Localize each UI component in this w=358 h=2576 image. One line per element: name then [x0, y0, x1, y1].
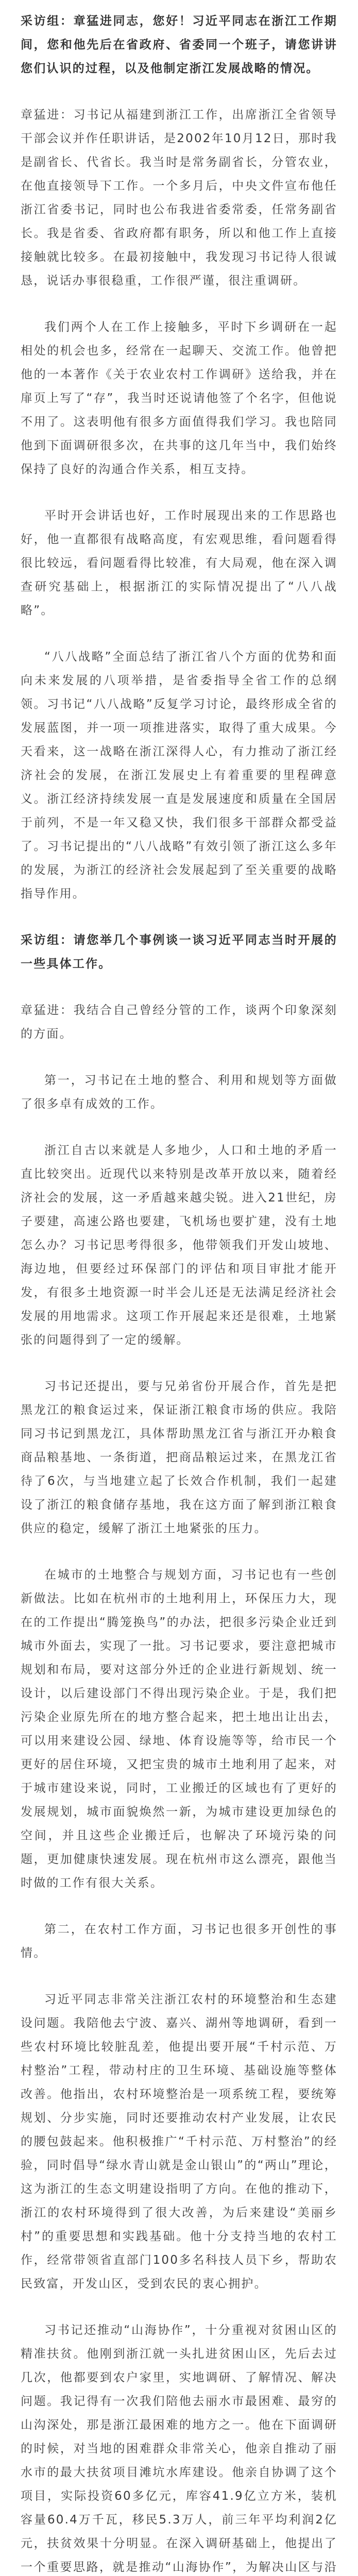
- answer-paragraph: 在城市的土地整合与规划方面，习书记也有一些创新做法。比如在杭州市的土地利用上，环保压力大，现在的工作提出“腾笼换鸟”的办法，把很多污染企业迁到城市外面去，实现了一批。习书记要求，要注意把城市规划和布局，要对这部分外迁的企业进行新规划、统一设计，以后建设部门不得出现污染企业。于是，我们把污染企业原先所在的地方整合起来，把土地出让出去，可以用来建设公园、绿地、体育设施等等，给市民一个更好的居住环境，又把宝贵的城市土地利用了起来，对于城市建设来说，同时，工业搬迁的区域也有了更好的发展规划，城市面貌焕然一新，为城市建设更加绿色的空间，并且这些企业搬迁后，也解决了环境污染的问题，更加健康快速发展。现在杭州市这么漂亮，跟他当时做的工作有很大关系。: [21, 1568, 337, 1890]
- interview-question: 采访组：章猛进同志，您好！习近平同志在浙江工作期间，您和他先后在省政府、省委同一个班子，请您讲讲您们认识的过程，以及他制定浙江发展战略的情况。: [21, 14, 337, 75]
- answer-paragraph: 平时开会讲话也好，工作时展现出来的工作思路也好，他一直都很有战略高度，有宏观思维，看问题看得很比较远，看问题看得比较准，有大局观，他在深入调查研究基础上，根据浙江的实际情况提出了“八八战略”。: [21, 509, 337, 617]
- interview-answer: 章猛进：我结合自己曾经分管的工作，谈两个印象深刻的方面。: [21, 1004, 337, 1041]
- answer-paragraph: 习近平同志非常关注浙江农村的环境整治和生态建设问题。我陪他去宁波、嘉兴、湖州等地调研，看到一些农村环境比较脏乱差，他提出要开展“千村示范、万村整治”工程，带动村庄的卫生环境、基础设施等整体改善。他指出，农村环境整治是一项系统工程，要统筹规划、分步实施，同时还要推动农村产业发展，让农民的腰包鼓起来。他积极推广“千村示范、万村整治”的经验，同时倡导“绿水青山就是金山银山”的“两山”理论，这为浙江的生态文明建设指明了方向。在他的推动下，浙江的农村环境得到了很大改善，为后来建设“美丽乡村”的重要思想和实践基础。他十分支持当地的农村工作，经常带领省直部门100多名科技人员下乡，帮助农民致富，开发山区，受到农民的衷心拥护。: [21, 1993, 337, 2291]
- answer-paragraph: 我们两个人在工作上接触多，平时下乡调研在一起相处的机会也多，经常在一起聊天、交流工作。他曾把他的一本著作《关于农业农村工作调研》送给我，并在扉页上写了“存”，我当时还说请他签了个名字，但他说不用了。这表明他有很多方面值得我们学习。我也陪同他到下面调研很多次，在共事的这几年当中，我们始终保持了良好的沟通合作关系，相互支持。: [21, 320, 337, 476]
- interview-question: 采访组：请您举几个事例谈一谈习近平同志当时开展的一些具体工作。: [21, 934, 337, 971]
- answer-paragraph: 第二，在农村工作方面，习书记也很多开创性的事情。: [21, 1923, 337, 1960]
- answer-paragraph: 习书记还提出，要与兄弟省份开展合作，首先是把黑龙江的粮食运过来，保证浙江粮食市场的供应。我陪同习书记到黑龙江，具体帮助黑龙江省与浙江开办粮食商品粮基地、一条街道，把商品粮运过来，在黑龙江省待了6次，与当地建立起了长效合作机制，我们一起建设了浙江的粮食储存基地，我在这方面了解到浙江粮食供应的稳定，缓解了浙江土地紧张的压力。: [21, 1380, 337, 1535]
- interview-answer: 章猛进：习书记从福建到浙江工作，出席浙江全省领导干部会议并作任职讲话，是2002年10月12日，那时我是副省长、代省长。我当时是常务副省长，分管农业，在他直接领导下工作。一个多月后，中央文件宣布他任浙江省委书记，同时也公布我进省委常委，任常务副省长。我是省委、省政府都有职务，所以和他工作上直接接触就比较多。在最初接触中，我发现习书记待人很诚恳，说话办事很稳重，工作很严谨，很注重调研。: [21, 108, 337, 287]
- answer-paragraph: 习书记还推动“山海协作”，十分重视对贫困山区的精准扶贫。他刚到浙江就一头扎进贫困山区，先后去过几次，他都要到农户家里，实地调研、了解情况、解决问题。我记得有一次我们陪他去丽水市最困难、最穷的山沟深处，那是浙江最困难的地方之一。他在下面调研的时候，对当地的困难群众非常关心，他亲自推动了丽水市的最大扶贫项目滩坑水库建设。他亲自协调了这个项目，实际投资60多亿元，库容41.9亿立方米，装机容量60.4万千瓦，移民5.3万人，前三年平均利润2亿元，扶贫效果十分明显。在深入调研基础上，他提出了一个重要思路，就是推动“山海协作”，为解决山区与沿: [21, 2324, 337, 2574]
- answer-paragraph: 第一，习书记在土地的整合、利用和规划等方面做了很多卓有成效的工作。: [21, 1074, 337, 1111]
- answer-paragraph: “八八战略”全面总结了浙江省八个方面的优势和面向未来发展的八项举措，是省委指导全省工作的总纲领。习书记“八八战略”反复学习讨论，最终形成全省的发展蓝图，并一项一项推进落实，取得了重大成果。今天看来，这一战略在浙江深得人心，有力推动了浙江经济社会的发展，在浙江发展史上有着重要的里程碑意义。浙江经济持续发展一直是发展速度和质量在全国居于前列，不是一年又稳又快，我们很多干部群众都受益了。习书记提出的“八八战略”有效引领了浙江这么多年的发展，为浙江的经济社会发展起到了至关重要的战略指导作用。: [21, 650, 337, 901]
- answer-paragraph: 浙江自古以来就是人多地少，人口和土地的矛盾一直比较突出。近现代以来特别是改革开放以来，随着经济社会的发展，这一矛盾越来越尖锐。进入21世纪，房子要建，高速公路也要建，飞机场也要扩建，没有土地怎么办？习书记思考得很多，他带领我们开发山坡地、海边地，但要经过环保部门的评估和项目审批才能开发，有很多土地资源一时半会儿还是无法满足经济社会发展的用地需求。这项工作开展起来还是很难，土地紧张的问题得到了一定的缓解。: [21, 1144, 337, 1347]
